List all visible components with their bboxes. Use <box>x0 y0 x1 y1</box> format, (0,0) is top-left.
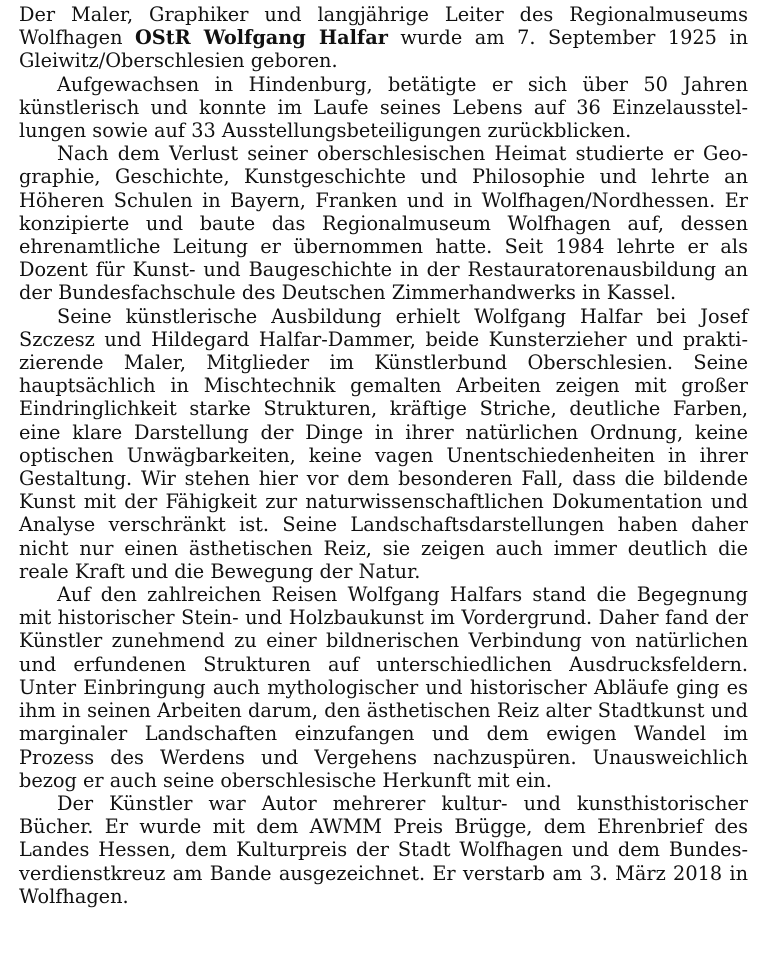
paragraph-travels: Auf den zahlreichen Reisen Wolfgang Halfars stand die Begegnung mit historischer Stein- und Holzbaukunst im Vordergrund. Daher fand der Künstler zunehmend zu einer bildnerischen Verbindung von natürlichen und erfundenen Strukturen auf unterschiedlichen Ausdrucksfeldern. Unter Einbringung auch mythologischer und historischer Abläufe ging es ihm in seinen Arbeiten darum, den ästhetischen Reiz alter Stadtkunst und marginaler Landschaften einzufangen und dem ewigen Wandel im Prozess des Werdens und Vergehens nachzuspüren. Unausweichlich bezog er auch seine oberschlesische Herkunft mit ein. <box>19 583 748 792</box>
paragraph-career: Aufgewachsen in Hindenburg, betätigte er sich über 50 Jahren künstlerisch und konnte im Laufe seines Lebens auf 36 Einzelausstellungen sowie auf 33 Ausstellungsbeteiligungen zurückblicken. <box>19 72 748 143</box>
paragraph-birth-lead: Der Maler, Graphiker und langjährige Leiter des Regionalmuseums Wolfhagen <box>19 3 748 50</box>
paragraph-birth-trail: wurde am 7. September 1925 in Gleiwitz/Oberschlesien geboren. <box>19 26 749 73</box>
paragraph-artistic-training: Seine künstlerische Ausbildung erhielt Wolfgang Halfar bei Josef Szczesz und Hildegard Halfar-Dammer, beide Kunsterzieher und praktizierende Maler, Mitglieder im Künstlerbund Oberschlesien. Seine hauptsächlich in Mischtechnik gemalten Arbeiten zeigen mit großer Eindringlichkeit starke Strukturen, kräftige Striche, deutliche Farben, eine klare Darstellung der Dinge in ihrer natürlichen Ordnung, keine optischen Unwägbarkeiten, keine vagen Unentschiedenheiten in ihrer Gestaltung. Wir stehen hier vor dem besonderen Fall, dass die bildende Kunst mit der Fähigkeit zur naturwissenschaftlichen Dokumentation und Analyse verschränkt ist. Seine Landschaftsdarstellungen haben daher nicht nur einen ästhetischen Reiz, sie zeigen auch immer deutlich die reale Kraft und die Bewegung der Natur. <box>19 304 748 583</box>
artist-name: OStR Wolfgang Halfar <box>135 26 388 50</box>
paragraph-studies: Nach dem Verlust seiner oberschlesischen Heimat studierte er Geographie, Geschichte, Kunstgeschichte und Philosophie und lehrte an Höheren Schulen in Bayern, Franken und in Wolfhagen/Nordhessen. Er konzipierte und baute das Regionalmuseum Wolfhagen auf, dessen ehrenamtliche Leitung er übernommen hatte. Seit 1984 lehrte er als Dozent für Kunst- und Baugeschichte in der Restauratorenausbildung an der Bundesfachschule des Deutschen Zimmerhandwerks in Kassel. <box>19 142 748 305</box>
paragraph-honors: Der Künstler war Autor mehrerer kultur- und kunsthistorischer Bücher. Er wurde mit dem AWMM Preis Brügge, dem Ehrenbrief des Landes Hessen, dem Kulturpreis der Stadt Wolfhagen und dem Bundesverdienstkreuz am Bande ausgezeichnet. Er verstarb am 3. März 2018 in Wolfhagen. <box>19 791 748 908</box>
paragraph-birth <box>19 3 748 73</box>
